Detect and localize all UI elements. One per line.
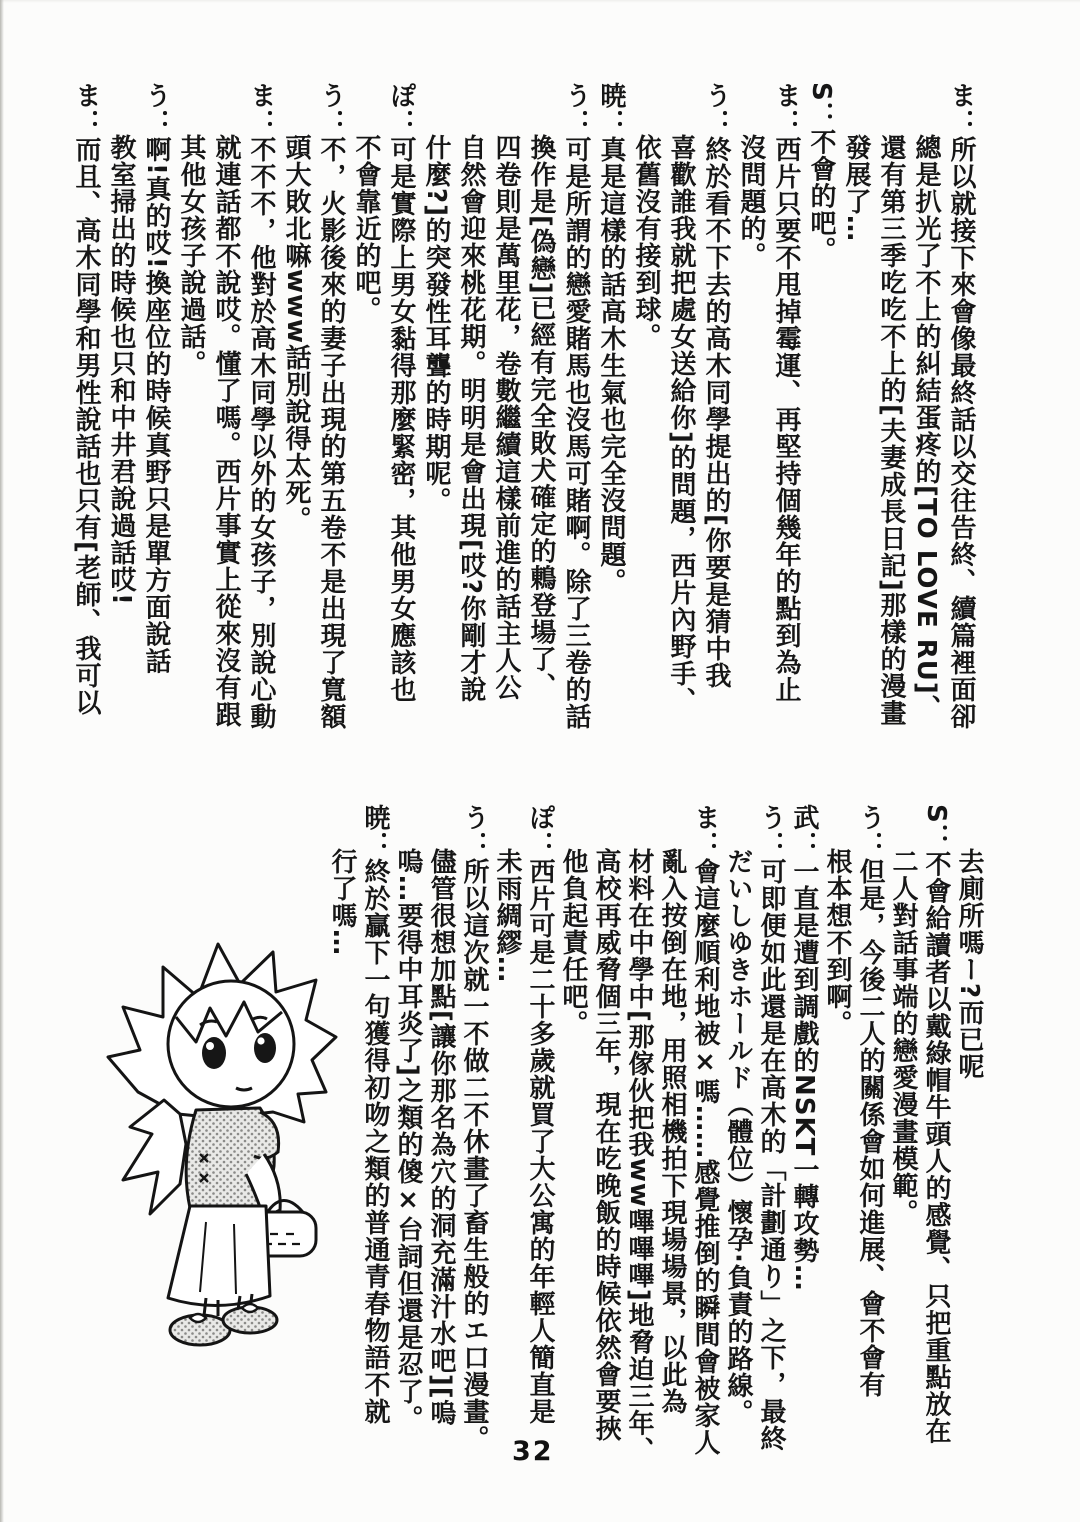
dialogue-line: S：不會給讀者以戴綠帽牛頭人的感覺、只把重點放在 — [921, 804, 951, 1445]
dialogue-line-continuation: 其他女孩子說過話。 — [176, 134, 206, 377]
dialogue-line: ぽ：可是實際上男女黏得那麼緊密，其他男女應該也 — [386, 82, 416, 703]
dialogue-line: ま：所以就接下來會像最終話以交往告終、續篇裡面卻 — [946, 82, 976, 730]
character-illustration — [68, 922, 358, 1360]
dialogue-line: ま：西片只要不甩掉霉運、再堅持個幾年的點到為止 — [771, 82, 801, 703]
dialogue-line-continuation: 嗚…要得中耳炎了]之類的傻×台詞但還是忍了。 — [393, 848, 423, 1433]
dialogue-line: 暁：真是這樣的話高木生氣也完全沒問題。 — [596, 82, 626, 595]
dialogue-line-continuation: 喜歡誰我就把處女送給你]的問題，西片內野手、 — [666, 134, 696, 714]
dialogue-line-continuation: 高校再威脅個三年，現在吃晚飯的時候依然會要挾 — [591, 848, 621, 1443]
dialogue-line: ま：而且、高木同學和男性說話也只有[老師、我可以 — [71, 82, 101, 716]
dialogue-line: ま：不不不，他對於高木同學以外的女孩子，別說心動 — [246, 82, 276, 730]
dialogue-line-continuation: 去廁所嗎ー?而已呢 — [954, 848, 984, 1081]
dialogue-line: う：啊!真的哎!換座位的時候真野只是單方面說話 — [141, 82, 171, 675]
dialogue-line-continuation: 他負起責任吧。 — [558, 848, 588, 1038]
dialogue-line: ぽ：西片可是二十多歲就買了大公寓的年輕人簡直是 — [525, 804, 555, 1425]
dialogue-line-continuation: だいしゆきホールド（體位）懷孕·負責的路線。 — [723, 848, 753, 1427]
dialogue-line: 武：一直是遭到調戲的NSKT一轉攻勢… — [789, 804, 819, 1292]
dialogue-line: う：但是，今後二人的關係會如何進展、會不會有 — [855, 804, 885, 1398]
dialogue-line-continuation: 沒問題的。 — [736, 134, 766, 269]
dialogue-line: う：可即便如此還是在高木的「計劃通り」之下，最終 — [756, 804, 786, 1452]
face — [168, 981, 294, 1107]
dialogue-line-continuation: 亂入按倒在地，用照相機拍下現場場景，以此為 — [657, 848, 687, 1416]
dialogue-line-continuation: 行了嗎… — [327, 848, 357, 957]
dialogue-line-continuation: 發展了… — [841, 134, 871, 242]
dialogue-line-continuation: 材料在中學中[那傢伙把我ww嗶嗶嗶]地脅迫三年、 — [624, 848, 654, 1464]
dialogue-line-continuation: 總是扒光了不上的糾結蛋疼的[TO LOVE RU]、 — [911, 134, 941, 722]
scan-edge-top — [0, 0, 1080, 3]
skirt — [168, 1206, 270, 1306]
dialogue-line-continuation: 自然會迎來桃花期。明明是會出現[哎?你剛才說 — [456, 134, 486, 703]
dialogue-line-continuation: 未雨綢繆… — [492, 848, 522, 984]
dialogue-line: う：終於看不下去的高木同學提出的[你要是猜中我 — [701, 82, 731, 689]
dialogue-line: S：不會的吧。 — [806, 82, 836, 264]
dialogue-line-continuation: 根本想不到啊。 — [822, 848, 852, 1038]
dialogue-line-continuation: 什麼?]的突發性耳聾的時期呢。 — [421, 134, 451, 514]
dialogue-line-continuation: 儘管很想加點[讓你那名為穴的洞充滿汁水吧][嗚 — [426, 848, 456, 1427]
scan-edge-left — [0, 0, 4, 1522]
dialogue-line-continuation: 頭大敗北嘛www話別說得太死。 — [281, 134, 311, 534]
dialogue-line-continuation: 換作是[偽戀]已經有完全敗犬確定的鶇登場了、 — [526, 134, 556, 700]
dialogue-line: う：不，火影後來的妻子出現的第五卷不是出現了寬額 — [316, 82, 346, 730]
dialogue-line: ま：會這麼順利地被×嗎……感覺推倒的瞬間會被家人 — [690, 804, 720, 1456]
dialogue-line: う：所以這次就一不做二不休畫了畜生般的エ口漫畫。 — [459, 804, 489, 1452]
dialogue-block-top — [68, 82, 978, 738]
dialogue-block-bottom — [325, 804, 985, 1468]
dialogue-line-continuation: 不會靠近的吧。 — [351, 134, 381, 323]
dialogue-line-continuation: 四卷則是萬里花，卷數繼續這樣前進的話主人公 — [491, 134, 521, 701]
dialogue-line-continuation: 依舊沒有接到球。 — [631, 134, 661, 350]
page-number: 32 — [512, 1436, 554, 1467]
dialogue-line: 暁：終於贏下一句獲得初吻之類的普通青春物語不就 — [360, 804, 390, 1425]
dialogue-line: う：可是所謂的戀愛賭馬也沒馬可賭啊。除了三卷的話 — [561, 82, 591, 730]
dialogue-line-continuation: 就連話都不說哎。懂了嗎。西片事實上從來沒有跟 — [211, 134, 241, 728]
dialogue-line-continuation: 教室掃出的時候也只和中井君說過話哎! — [106, 134, 136, 606]
dialogue-line-continuation: 二人對話事端的戀愛漫畫模範。 — [888, 848, 918, 1227]
dialogue-line-continuation: 還有第三季吃吃不上的[夫妻成長日記]那樣的漫畫 — [876, 134, 906, 727]
torso — [186, 1108, 280, 1218]
